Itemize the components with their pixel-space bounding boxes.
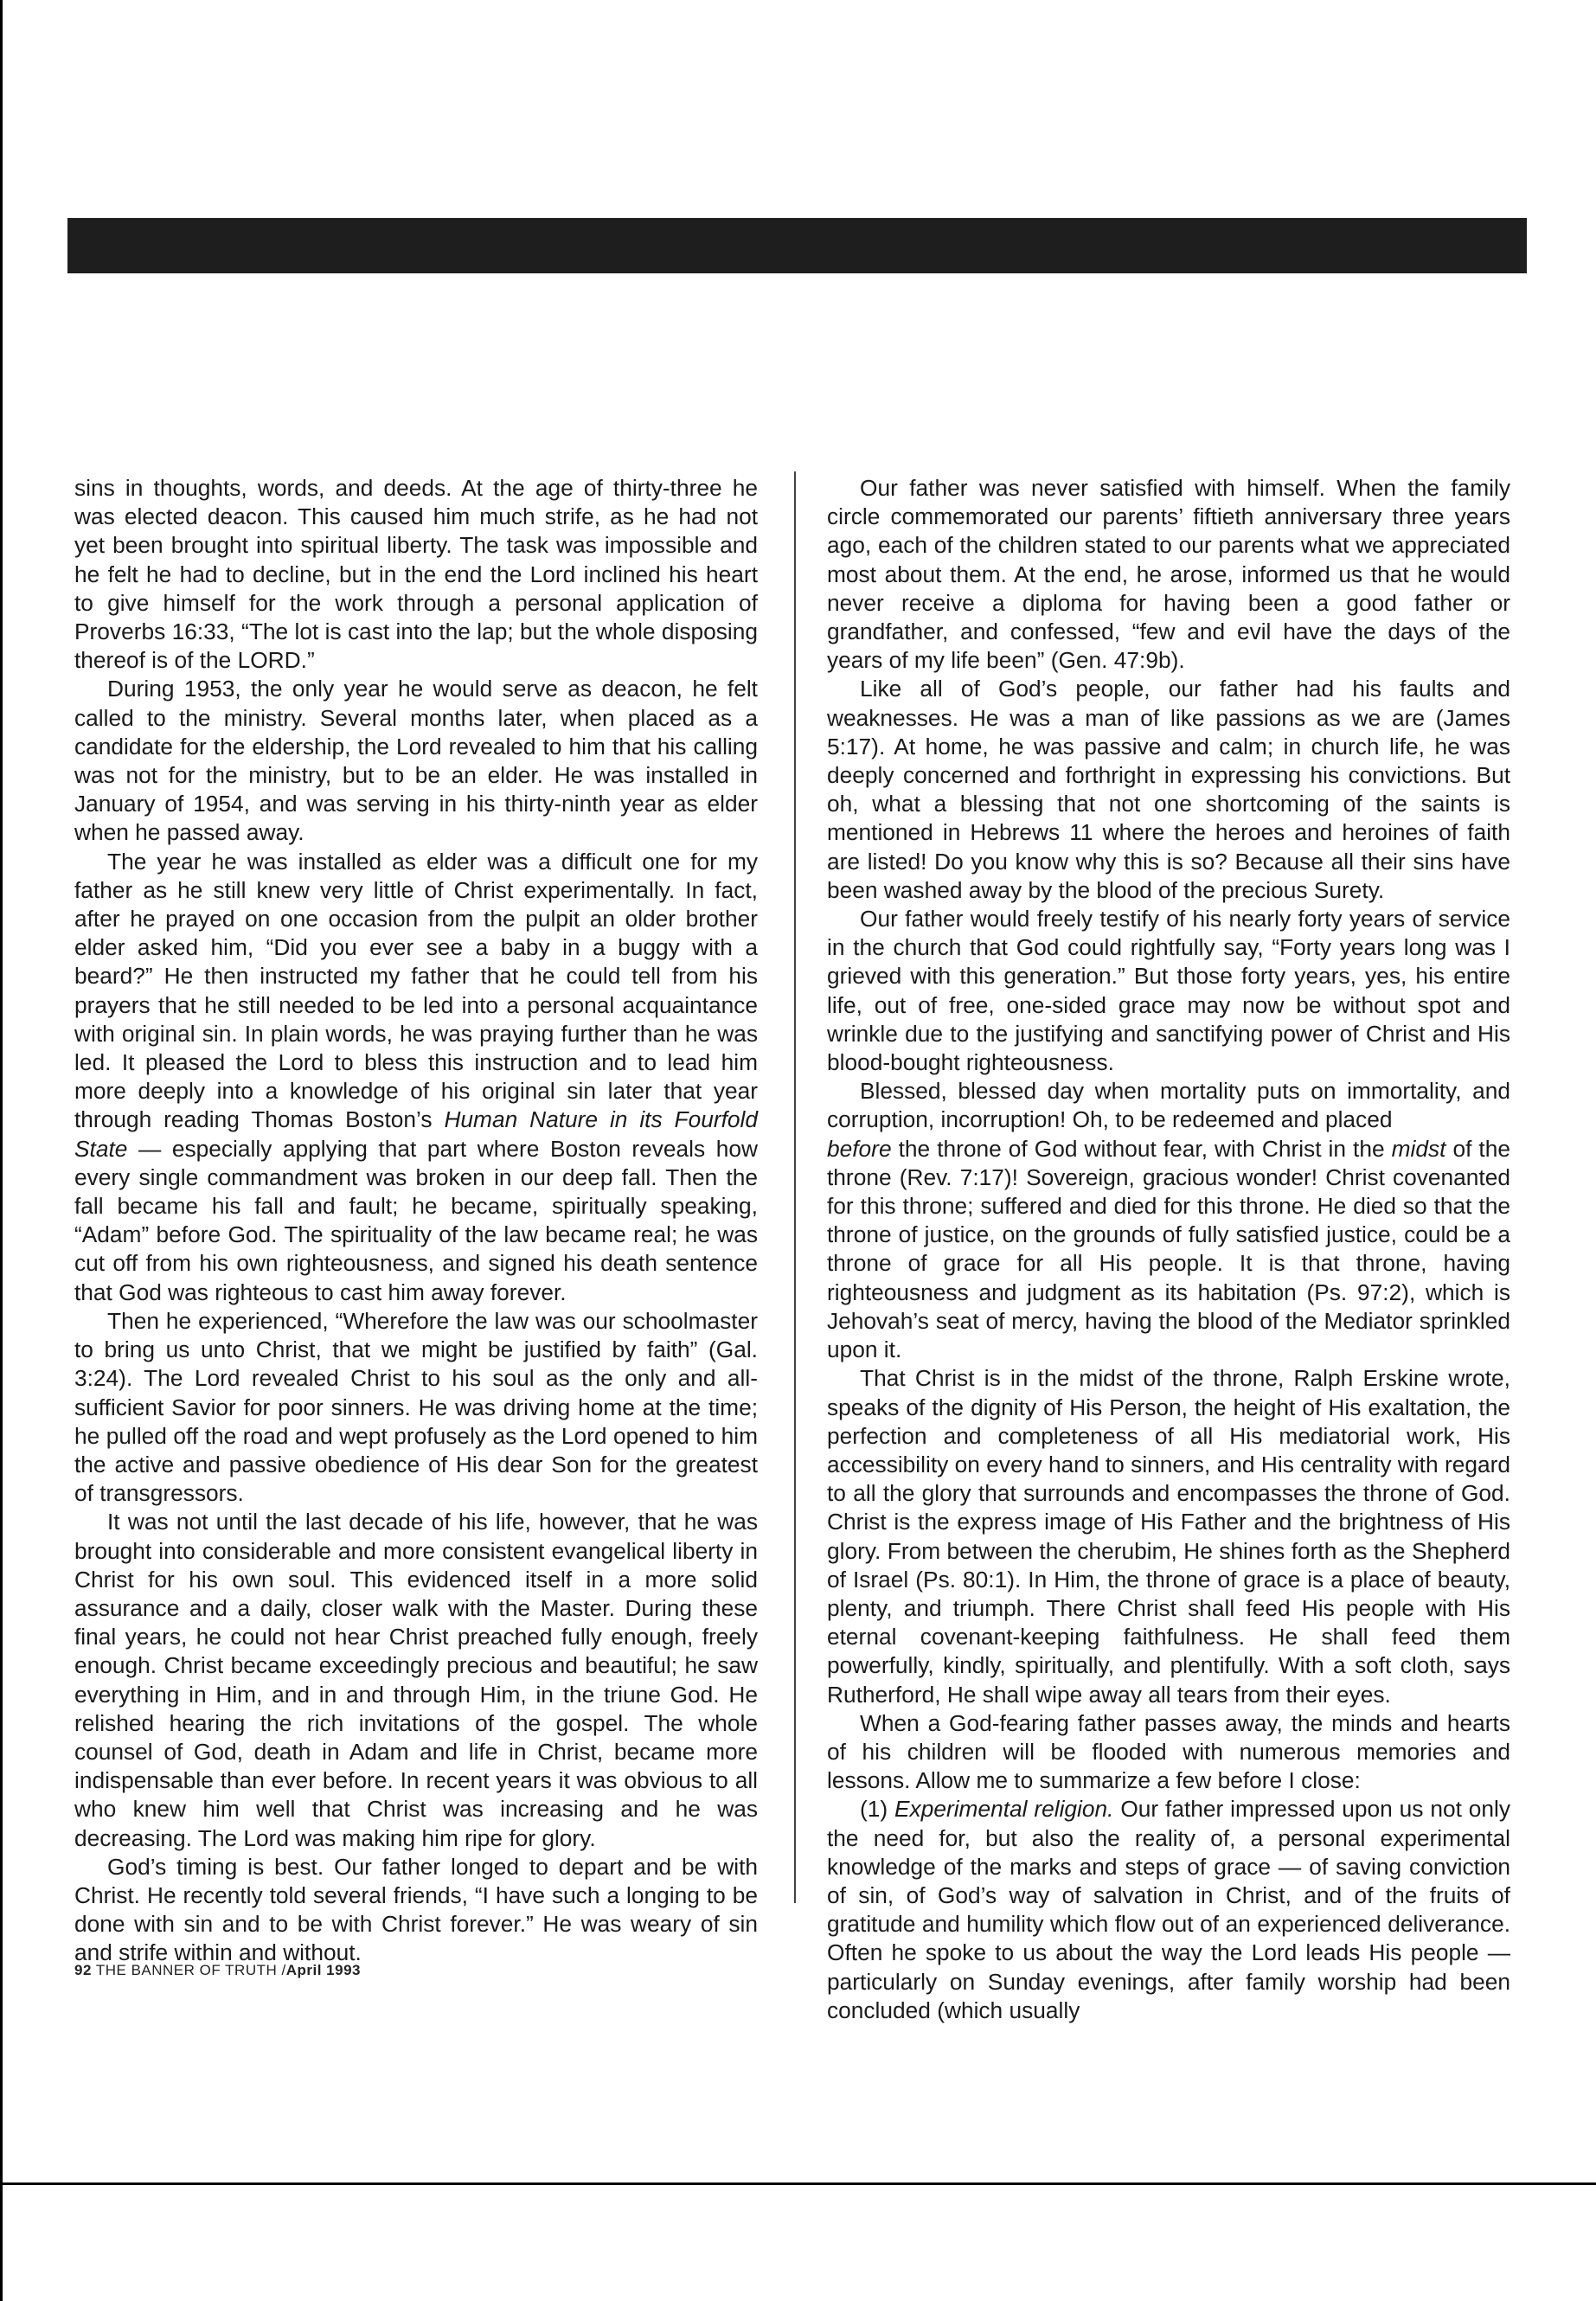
emphasis: before: [827, 1135, 892, 1162]
book-title: Human Nature in its Fourfold State: [74, 1106, 758, 1162]
paragraph-text: the throne of God without fear, with Christ in the: [891, 1135, 1392, 1162]
paragraph: [827, 1077, 1510, 1364]
emphasis: midst: [1391, 1135, 1446, 1162]
paragraph-text: of the throne (Rev. 7:17)! Sovereign, gracious wonder! Christ covenanted for this throne; suffered and died for this throne. He died so that the throne of justice, on the grounds of fully satisfied justice, could be a throne of grace for all His people. It is that throne, having righteousness and judgment as its habitation (Ps. 97:2), which is Jehovah’s seat of mercy, having the blood of the Mediator sprinkled upon it.: [827, 1135, 1510, 1363]
paragraph: Our father would freely testify of his nearly forty years of service in the church that God could rightfully say, “Forty years long was I grieved with this generation.” But those forty years, yes, his entire life, out of free, one-sided grace may now be without spot and wrinkle due to the justifying and sanctifying power of Christ and His blood-bought righteousness.: [827, 906, 1510, 1076]
list-number: (1): [860, 1796, 895, 1823]
issue-date: April 1993: [285, 1962, 361, 1978]
paragraph: Our father was never satisfied with himself. When the family circle commemorated our parents’ fiftieth anniversary three years ago, each of the children stated to our parents what we appreciated most about them. At the end, he arose, informed us that he would never receive a diploma for having been a good father or grandfather, and confessed, “few and evil have the days of the years of my life been” (Gen. 47:9b).: [827, 475, 1510, 674]
paragraph-text: Blessed, blessed day when mortality puts on immortality, and corruption, incorruption! Oh, to be redeemed and placed: [827, 1078, 1510, 1133]
page-number: 92: [74, 1962, 92, 1978]
paragraph: God’s timing is best. Our father longed to depart and be with Christ. He recently told several friends, “I have such a longing to be done with sin and to be with Christ forever.” He was weary of sin and strife within and without.: [74, 1853, 758, 1966]
right-column: [827, 474, 1510, 2025]
paragraph: sins in thoughts, words, and deeds. At the age of thirty-three he was elected deacon. This caused him much strife, as he had not yet been brought into spiritual liberty. The task was impossible and he felt he had to decline, but in the end the Lord inclined his heart to give himself for the work through a personal application of Proverbs 16:33, “The lot is cast into the lap; but the whole disposing thereof is of the LORD.”: [74, 475, 758, 674]
paragraph: During 1953, the only year he would serve as deacon, he felt called to the ministry. Several months later, when placed as a candidate for the eldership, the Lord revealed to him that his calling was not for the ministry, but to be an elder. He was installed in January of 1954, and was serving in his thirty-ninth year as elder when he passed away.: [74, 676, 758, 846]
emphasis: Experimental religion.: [894, 1796, 1114, 1823]
paragraph: [827, 1795, 1510, 2025]
bottom-rule: [0, 2182, 1596, 2185]
column-divider: [794, 471, 796, 1903]
left-column: [74, 474, 758, 1968]
header-bar: [67, 218, 1527, 273]
paragraph-text: The year he was installed as elder was a difficult one for my father as he still knew very little of Christ experimentally. In fact, after he prayed on one occasion from the pulpit an older brother elder asked him, “Did you ever see a baby in a buggy with a beard?” He then instructed my father that he could tell from his prayers that he still needed to be led into a personal acquaintance with original sin. In plain words, he was praying further than he was led. It pleased the Lord to bless this instruction and to lead him more deeply into a knowledge of his original sin later that year through reading Thomas Boston’s: [74, 848, 758, 1133]
page-edge-rule: [0, 0, 3, 2301]
publication-name: THE BANNER OF TRUTH /: [95, 1962, 286, 1978]
paragraph-text: — especially applying that part where Boston reveals how every single commandment was broken in our deep fall. Then the fall became his fall and fault; he became, spiritually speaking, “Adam” before God. The spirituality of the law became real; he was cut off from his own righteousness, and signed his death sentence that God was righteous to cast him away forever.: [74, 1135, 758, 1305]
paragraph: It was not until the last decade of his life, however, that he was brought into considerable and more consistent evangelical liberty in Christ for his own soul. This evidenced itself in a more solid assurance and a daily, closer walk with the Master. During these final years, he could not hear Christ preached fully enough, freely enough. Christ became exceedingly precious and beautiful; he saw everything in Him, and in and through Him, in the triune God. He relished hearing the rich invitations of the gospel. The whole counsel of God, death in Adam and life in Christ, became more indispensable than ever before. In recent years it was obvious to all who knew him well that Christ was increasing and he was decreasing. The Lord was making him ripe for glory.: [74, 1509, 758, 1851]
paragraph: Like all of God’s people, our father had his faults and weaknesses. He was a man of like passions as we are (James 5:17). At home, he was passive and calm; in church life, he was deeply concerned and forthright in expressing his convictions. But oh, what a blessing that not one shortcoming of the saints is mentioned in Hebrews 11 where the heroes and heroines of faith are listed! Do you know why this is so? Because all their sins have been washed away by the blood of the precious Surety.: [827, 676, 1510, 903]
paragraph: When a God-fearing father passes away, the minds and hearts of his children will be flooded with numerous memories and lessons. Allow me to summarize a few before I close:: [827, 1709, 1510, 1794]
paragraph-text: Our father impressed upon us not only the need for, but also the reality of, a personal experimental knowledge of the marks and steps of grace — of saving conviction of sin, of God’s way of salvation in Christ, and of the fruits of gratitude and humility which flow out of an experienced deliverance. Often he spoke to us about the way the Lord leads His people — particularly on Sunday evenings, after family worship had been concluded (which usually: [827, 1796, 1510, 2023]
paragraph: That Christ is in the midst of the throne, Ralph Erskine wrote, speaks of the dignity of His Person, the height of His exaltation, the perfection and completeness of all His mediatorial work, His accessibility on every hand to sinners, and His centrality with regard to all the glory that surrounds and encompasses the throne of God. Christ is the express image of His Father and the brightness of His glory. From between the cherubim, He shines forth as the Shepherd of Israel (Ps. 80:1). In Him, the throne of grace is a place of beauty, plenty, and triumph. There Christ shall feed His people with His eternal covenant-keeping faithfulness. He shall feed them powerfully, kindly, spiritually, and plentifully. With a soft cloth, says Rutherford, He shall wipe away all tears from their eyes.: [827, 1365, 1510, 1708]
paragraph: [74, 848, 758, 1307]
paragraph: Then he experienced, “Wherefore the law was our schoolmaster to bring us unto Christ, that we might be justified by faith” (Gal. 3:24). The Lord revealed Christ to his soul as the only and all-sufficient Savior for poor sinners. He was driving home at the time; he pulled off the road and wept profusely as the Lord opened to him the active and passive obedience of His dear Son for the greatest of transgressors.: [74, 1307, 758, 1507]
page-footer: [74, 1962, 361, 1979]
